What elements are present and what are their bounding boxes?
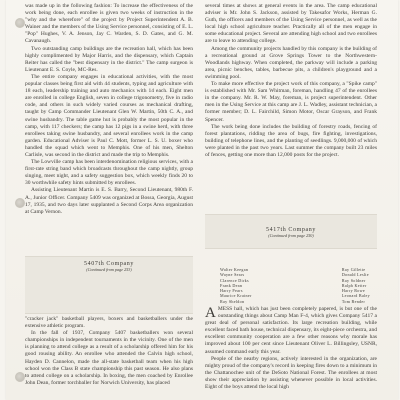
- right-paragraph-3: To make more effective the project work of this company, a "Spike camp" is established with Mr. Sam Whitman, foreman, handling 47 of the enrollees in the company. Mr. R. W. May, foreman, is project superintendent. Other men in the Using Service at this camp are J. L. Wadley, assistant technician, a former member; D. L. Fairchild, Simon Motor, Oscar Grayson, and Frank Spencer.: [205, 81, 377, 123]
- binder-hole-bottom: [15, 372, 25, 382]
- left-column: [25, 3, 193, 216]
- right-paragraph-1: several times at shows at general events in the area. The camp educational adviser is Mr. John S. Jackson, assisted by Takesafor Works, Herman G. Guth, the officers and members of the Using Service personnel, as well as the local high school agriculture teacher. Practically all of the men engage in some educational project. Several are attending high school and two enrollees are to leave to attending college.: [205, 3, 377, 45]
- left-photo-block: [25, 256, 193, 314]
- roster-name: Ray Soldner: [341, 277, 366, 283]
- roster-name: Donald Leslie: [341, 272, 369, 278]
- left-paragraph-3: The entire company engages in educational activities, with the most popular classes being first aid with 44 students, typing and agriculture with 18 each, leadership training and auto mechanics with 14 each. Eight men are enrolled in college English, seven in college trigonometry, five in radio code, and others in such widely varied courses as mechanical drafting, taught by Camp Commander Lieutenant Glen W. Martin, 50th C. A., and swine husbandry. The table game hut is probably the most popular in the camp, with 117 checkers; the camp has 12 pigs in a swine herd, with three enrollees taking swine husbandry, and several enrollees work in the camp garden. Educational Adviser is Paul C. Mott, former L. S. U. boxer who handled the squad which went to Memphis. One of his men, Shelton Carlisle, was second in the district and made the trip to Memphis.: [25, 73, 193, 158]
- roster-name: Harry Rowe: [341, 288, 365, 294]
- roster-name: Frank Dean: [220, 282, 243, 288]
- left-bottom-paragraph-2: In the fall of 1937, Company 5407 basketballers won several championships in independent tournaments in the vicinity. One of the men is planning to attend college as a result of a scholarship offered him for his good rousing ability. An enrollee who attended the Calvin high school, Hayden D. Cannelon, made the all-state basketball team when his high school won the Class B state championship this past season. He also plans to attend college on a scholarship. In boxing, the men coached by Enrollee John Dean, former torchballer for Norwich University, has placed: [25, 330, 193, 386]
- roster-list: [220, 267, 370, 304]
- roster-name: Maurice Krainer: [220, 293, 252, 299]
- roster-column-1: [220, 267, 252, 304]
- roster-name: Harry Pears: [220, 288, 243, 294]
- right-column-bottom: [205, 306, 377, 391]
- right-company-subtitle: (Continued from page 250): [268, 233, 314, 238]
- left-paragraph-1: was made up in the following fashion: To increase the effectiveness of the work being done, each enrollee is given two weeks of instruction in the "why and the wherefore" of the project by Project Superintendent A. B. Wainer and the members of the Using Service personnel, consisting of E. L. "Pop" Hughes, V. A. Jenson, Jay C. Warden, S. D. Gates, and G. M. Cavanaugh.: [25, 3, 193, 45]
- roster-name: Leonard Baley: [341, 293, 370, 299]
- binder-hole-top: [15, 18, 25, 28]
- left-bottom-paragraph-1: "cracker jack" basketball players, boxers and basketballers under the extensive athletic program.: [25, 316, 193, 330]
- roster-name: Ray Sheldon: [220, 298, 245, 304]
- right-bottom-paragraph-1: [205, 306, 377, 356]
- roster-name: Ralph Ketter: [341, 282, 367, 288]
- left-paragraph-2: Two outstanding camp buildings are the recreation hall, which has been highly complimented by Major Harris, and the dispensary, which Captain Reiter has called the "best dispensary in the district." The camp surgeon is Lieutenant E. S. Coyle, MC-Res.: [25, 45, 193, 73]
- left-company-subtitle: (Continued from page 253): [86, 267, 132, 272]
- drop-cap: A: [205, 305, 216, 321]
- right-column: [205, 3, 377, 159]
- roster-name: Wayne Sears: [220, 272, 245, 278]
- left-company-title: 5407th Company: [84, 261, 134, 267]
- left-paragraph-5: Assisting Lieutenant Martin is E. S. Barry, Second Lieutenant, 980th F. A., Junior Officer. Company 5409 was organized at Bossa, Georgia, August 17, 1935, and two days later supplanted a Second Corps Area organization at Camp Vernon.: [25, 187, 193, 215]
- roster-name: Walter Keegan: [220, 267, 249, 272]
- left-column-bottom: [25, 316, 193, 387]
- roster-name: Ray Gillette: [341, 267, 366, 272]
- left-paragraph-4: The Lowville camp has been interdenomination religious services, with a first-rate string band which broadcasts throughout the camp nightly, group singing, meet night, and a safety suggestion box, which weekly finds 20 to 30 worthwhile safety hints submitted by enrollees.: [25, 159, 193, 187]
- right-company-title: 5417th Company: [266, 227, 316, 233]
- roster-name: Clarence Dirks: [220, 277, 249, 283]
- roster-column-2: [342, 267, 370, 304]
- right-photo-block: [205, 214, 377, 249]
- binder-hole-middle: [15, 198, 25, 208]
- right-paragraph-2: Among the community projects handled by this company is the building of a recreational ground at Grove Springs Tower to the Northwestern-Woodlands highway. When completed, the parkway will include a parking area, picnic benches, tables, barbecue pits, a children's playground and a swimming pool.: [205, 45, 377, 80]
- right-bottom-paragraph-2: People of the nearby regions, actively interested in the organization, are mighty proud of the company's record in keeping fires down to a minimum in the Chattanochee unit of the DeSoto National Forest. The enrollees at most show their appreciation by assisting whenever possible in local activities. Eight of the boys attend the local high: [205, 355, 377, 391]
- right-bottom-text-1: MESS hall, which has just been completely papered, is but one of the outstanding things about Camp Man F-4, which gives Company 5417 a great deal of personal satisfaction. Its large recreation building, while excellent faced bath house, technical dispensary, its eight-piece orchestra, and excellent community cooperation are a few other reasons why morale has improved about 100 per cent since Lieutenant Oliver L. Billingsley, USNR, assumed command early this year.: [205, 306, 377, 355]
- roster-name: Tom Bender: [341, 298, 366, 304]
- right-paragraph-4: The work being done includes the building of forestry roads, fencing of forest plantations, ridding the area of bugs, fire fighting, investigations, building of telephone lines, and the planting of seedlings. 9,000,000 of which were planted in the past two years. Last summer the company built 23 miles of fences, getting one more than 12,000 posts for the project.: [205, 123, 377, 158]
